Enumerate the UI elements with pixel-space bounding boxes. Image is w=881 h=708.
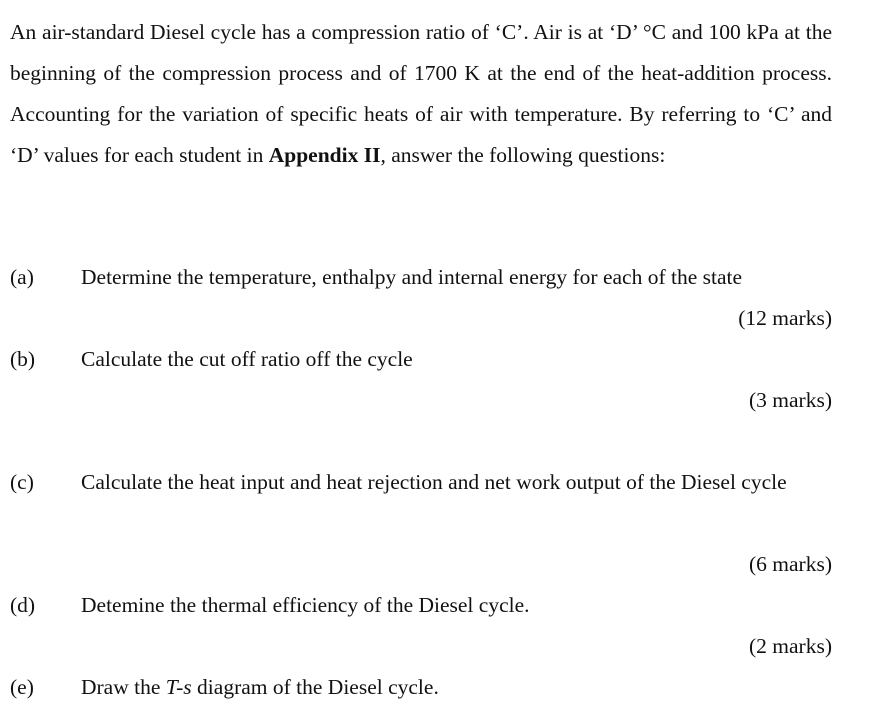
- question-a-marks: (12 marks): [738, 306, 832, 330]
- intro-paragraph: [10, 12, 832, 176]
- question-e-text-after: diagram of the Diesel cycle.: [191, 675, 439, 699]
- ts-diagram-term: T-s: [165, 675, 192, 699]
- question-c-marks: (6 marks): [749, 552, 832, 576]
- question-d-marks: (2 marks): [749, 634, 832, 658]
- intro-text-part1: An air-standard Diesel cycle has a compression ratio of ‘C’. Air is at ‘D’ °C and 100 kPa at the beginning of the compression process and of 1700 K at the end of the heat-addition process. Accounting for the variation of specific heats of air with temperature. By referring to ‘C’ and ‘D’ values for each student in: [10, 20, 832, 167]
- question-b-label: (b): [10, 347, 36, 371]
- question-e-label: (e): [10, 675, 34, 699]
- appendix-reference: Appendix II: [268, 143, 381, 167]
- question-a-label: (a): [10, 265, 34, 289]
- question-d-label: (d): [10, 593, 36, 617]
- intro-text-part2: , answer the following questions:: [380, 143, 666, 167]
- question-d-text: Detemine the thermal efficiency of the Diesel cycle.: [81, 593, 530, 617]
- question-e-text-before: Draw the: [81, 675, 166, 699]
- question-a-text: Determine the temperature, enthalpy and internal energy for each of the state: [81, 265, 743, 289]
- question-b-marks: (3 marks): [749, 388, 832, 412]
- question-c-text: Calculate the heat input and heat rejection and net work output of the Diesel cycle: [81, 470, 787, 494]
- question-e-text: [81, 667, 833, 708]
- question-c-label: (c): [10, 470, 34, 494]
- question-b-text: Calculate the cut off ratio off the cycle: [81, 347, 413, 371]
